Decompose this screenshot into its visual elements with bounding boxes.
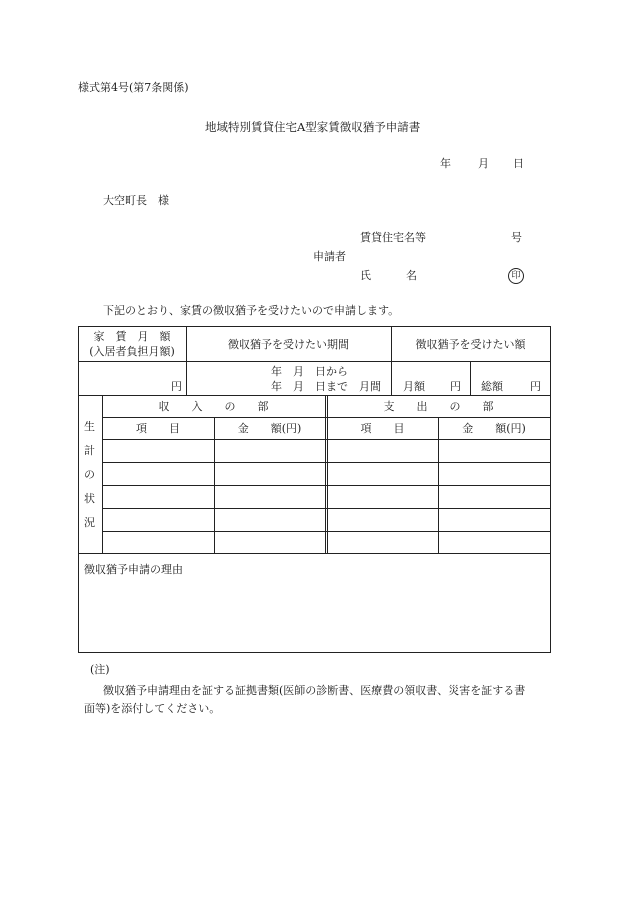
applicant-label: 申請者 [313,250,346,263]
total-amount-label: 総額 [481,380,503,393]
income-item-header: 項 目 [136,422,180,435]
rent-header-line1: 家 賃 月 額 [93,330,171,343]
rent-header-line2: (入居者負担月額) [89,345,175,358]
form-title: 地域特別賃貸住宅A型家賃徴収猶予申請書 [205,120,421,134]
notes-heading: (注) [90,663,110,676]
expense-section-header: 支 出 の 部 [383,400,494,413]
amount-header: 徴収猶予を受けたい額 [415,338,526,351]
notes-line-1: 徴収猶予申請理由を証する証拠書類(医師の診断書、医療費の領収書、災害を証する書 [103,684,526,697]
side-label-char: 計 [84,444,95,457]
total-yen-unit: 円 [530,380,541,393]
income-section-header: 収 入 の 部 [158,400,269,413]
room-number-label: 号 [511,231,522,244]
side-label-char: 状 [84,492,95,505]
income-amount-header: 金 額(円) [237,422,302,435]
name-label-second: 名 [406,269,417,282]
addressee: 大空町長 様 [103,194,169,207]
name-label-first: 氏 [360,269,371,282]
expense-amount-header: 金 額(円) [462,422,526,435]
rent-yen-unit: 円 [171,380,182,393]
monthly-yen-unit: 円 [450,380,461,393]
date-month-label: 月 [478,157,489,170]
side-label-char: 況 [84,516,95,529]
period-to: 年 月 日まで 月間 [271,380,381,393]
side-label-char: 生 [84,420,95,433]
seal-mark: 印 [508,268,524,284]
side-label-char: の [84,468,95,481]
monthly-amount-label: 月額 [403,380,425,393]
period-header: 徴収猶予を受けたい期間 [228,338,349,351]
period-from: 年 月 日から [271,365,348,378]
expense-item-header: 項 目 [360,422,405,435]
housing-name-label: 賃貸住宅名等 [360,231,426,244]
date-year-label: 年 [440,157,451,170]
date-day-label: 日 [513,157,524,170]
notes-line-2: 面等)を添付してください。 [84,702,221,715]
intro-text: 下記のとおり、家賃の徴収猶予を受けたいので申請します。 [103,304,400,317]
reason-label: 徴収猶予申請の理由 [84,563,183,576]
form-number: 様式第4号(第7条関係) [78,81,189,94]
